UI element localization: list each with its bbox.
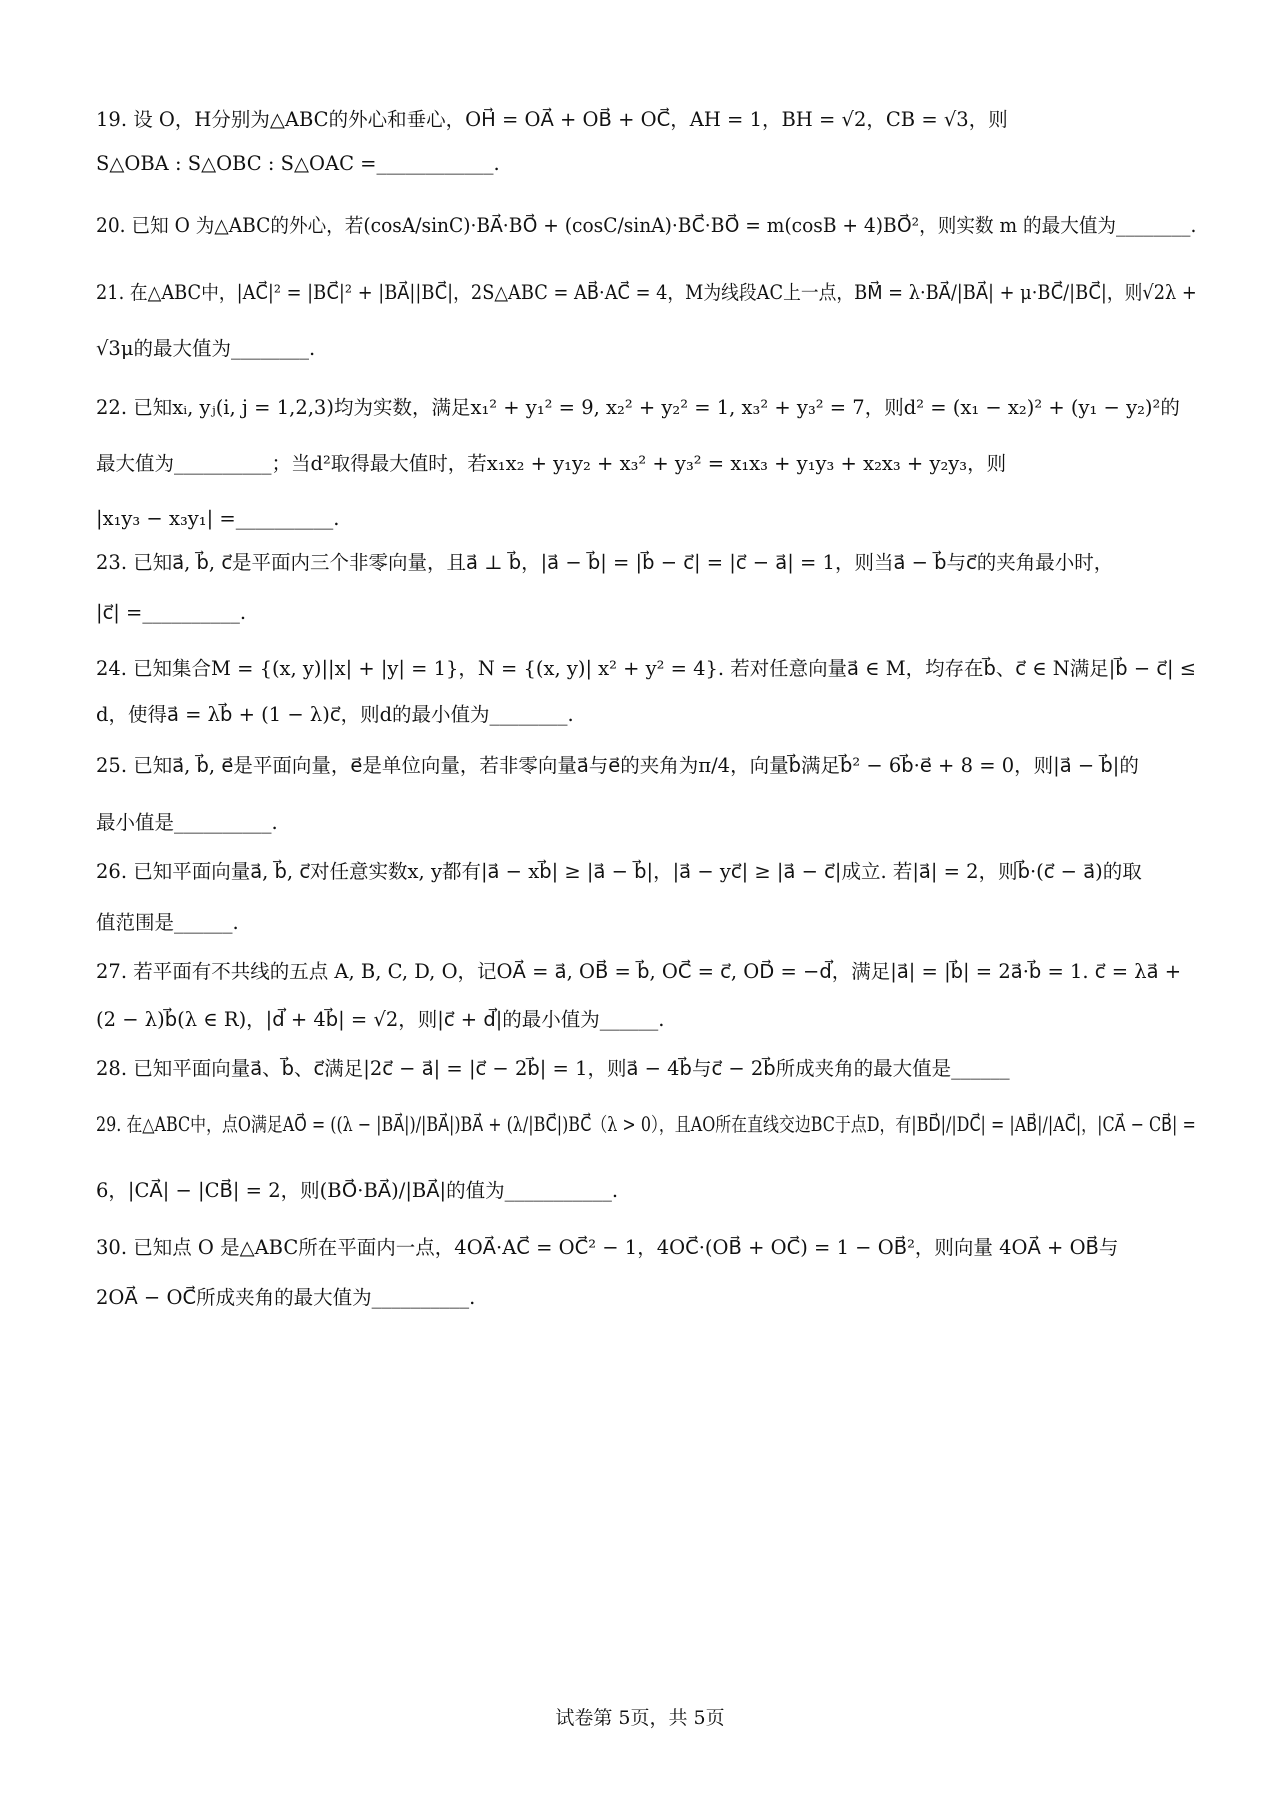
problem-line: 20. 已知 O 为△ABC的外心，若(cosA/sinC)·BA⃗·BO⃗ + (cosC/sinA)·BC⃗·BO⃗ = m(cosB + 4)BO⃗²，则实数 m 的最大值为________. xyxy=(96,214,1197,237)
problem-line: 24. 已知集合M = {(x, y)||x| + |y| = 1}，N = {(x, y)| x² + y² = 4}. 若对任意向量a⃗ ∈ M，均存在b⃗、c⃗ ∈ N满足|b⃗ − c⃗| ≤ xyxy=(96,657,1197,680)
problem-line: |c⃗| =__________. xyxy=(96,601,247,624)
problem-line: 23. 已知a⃗, b⃗, c⃗是平面内三个非零向量，且a⃗ ⊥ b⃗，|a⃗ − b⃗| = |b⃗ − c⃗| = |c⃗ − a⃗| = 1，则当a⃗ − b⃗与c⃗的夹角最小时， xyxy=(96,551,1114,574)
problem-line: 27. 若平面有不共线的五点 A, B, C, D, O，记OA⃗ = a⃗, OB⃗ = b⃗, OC⃗ = c⃗, OD⃗ = −d⃗，满足|a⃗| = |b⃗| = 2a⃗·b⃗ = 1. c⃗ = λa⃗ + xyxy=(96,960,1182,983)
problem-line: 26. 已知平面向量a⃗, b⃗, c⃗对任意实数x, y都有|a⃗ − xb⃗| ≥ |a⃗ − b⃗|，|a⃗ − yc⃗| ≥ |a⃗ − c⃗|成立. 若|a⃗| = 2，则b⃗·(c⃗ − a⃗)的取 xyxy=(96,860,1142,883)
problem-line: 值范围是______. xyxy=(96,911,239,934)
problem-line: √3μ的最大值为________. xyxy=(96,337,316,360)
problem-line: 22. 已知xᵢ, yⱼ(i, j = 1,2,3)均为实数，满足x₁² + y₁² = 9, x₂² + y₂² = 1, x₃² + y₃² = 7，则d² = (x₁ − x₂)² + (y₁ − y₂)²的 xyxy=(96,396,1180,419)
problem-line: 2OA⃗ − OC⃗所成夹角的最大值为__________. xyxy=(96,1286,476,1309)
problem-line: 21. 在△ABC中，|AC⃗|² = |BC⃗|² + |BA⃗||BC⃗|，2S△ABC = AB⃗·AC⃗ = 4，M为线段AC上一点，BM⃗ = λ·BA⃗/|BA⃗| + μ·BC⃗/|BC⃗|，则√2λ + xyxy=(96,281,1197,304)
problem-line: 25. 已知a⃗, b⃗, e⃗是平面向量，e⃗是单位向量，若非零向量a⃗与e⃗的夹角为π/4，向量b⃗满足b⃗² − 6b⃗·e⃗ + 8 = 0，则|a⃗ − b⃗|的 xyxy=(96,754,1139,777)
problem-line: 6，|CA⃗| − |CB⃗| = 2，则(BO⃗·BA⃗)/|BA⃗|的值为___________. xyxy=(96,1179,619,1202)
problem-line: 28. 已知平面向量a⃗、b⃗、c⃗满足|2c⃗ − a⃗| = |c⃗ − 2b⃗| = 1，则a⃗ − 4b⃗与c⃗ − 2b⃗所成夹角的最大值是______ xyxy=(96,1057,1010,1080)
page-footer: 试卷第 5页，共 5页 xyxy=(555,1707,725,1729)
problem-line: 最小值是__________. xyxy=(96,811,278,834)
problem-line: 29. 在△ABC中，点O满足AO⃗ = ((λ − |BA⃗|)/|BA⃗|)BA⃗ + (λ/|BC⃗|)BC⃗（λ > 0），且AO所在直线交边BC于点D，有|BD⃗|/|DC⃗| = |AB⃗|/|AC⃗|，|CA⃗ − CB⃗| = xyxy=(96,1113,1196,1136)
problem-line: 最大值为__________；当d²取得最大值时，若x₁x₂ + y₁y₂ + x₃² + y₃² = x₁x₃ + y₁y₃ + x₂x₃ + y₂y₃，则 xyxy=(96,452,1007,475)
problem-line: (2 − λ)b⃗(λ ∈ R)，|d⃗ + 4b⃗| = √2，则|c⃗ + d⃗|的最小值为______. xyxy=(96,1008,665,1031)
problem-line: 19. 设 O，H分别为△ABC的外心和垂心，OH⃗ = OA⃗ + OB⃗ + OC⃗，AH = 1，BH = √2，CB = √3，则 xyxy=(96,108,1008,131)
problem-line: |x₁y₃ − x₃y₁| =__________. xyxy=(96,507,340,530)
problem-line: S△OBA : S△OBC : S△OAC =____________. xyxy=(96,152,500,175)
problem-line: 30. 已知点 O 是△ABC所在平面内一点，4OA⃗·AC⃗ = OC⃗² − 1，4OC⃗·(OB⃗ + OC⃗) = 1 − OB⃗²，则向量 4OA⃗ + OB⃗与 xyxy=(96,1236,1119,1259)
problem-line: d，使得a⃗ = λb⃗ + (1 − λ)c⃗，则d的最小值为________. xyxy=(96,703,574,726)
